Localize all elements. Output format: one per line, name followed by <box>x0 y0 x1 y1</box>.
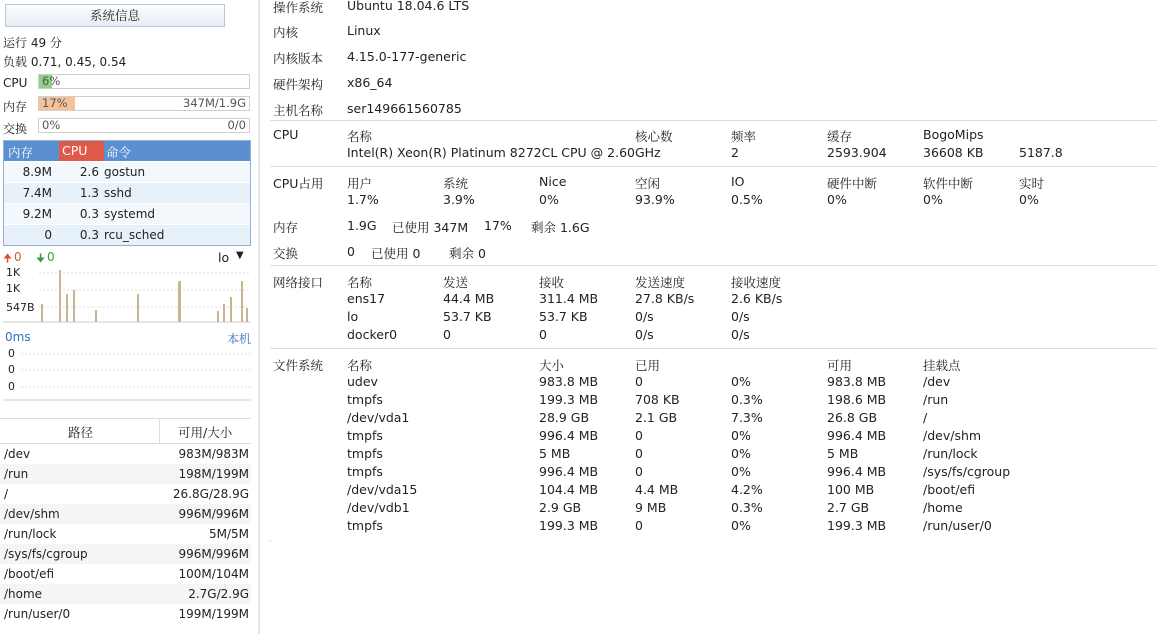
filesystem-cell: 0% <box>731 428 751 443</box>
disk-path: /sys/fs/cgroup <box>4 547 88 561</box>
filesystem-cell: udev <box>347 374 378 389</box>
cpu-usage-header: 用户 <box>347 176 373 191</box>
interface-select-value: lo <box>218 250 230 265</box>
filesystem-cell: 996.4 MB <box>827 428 887 443</box>
cpu-usage-value: 0% <box>923 192 943 207</box>
ping-y-label-mid: 0 <box>8 363 15 376</box>
filesystem-cell: tmpfs <box>347 428 383 443</box>
network-cell: lo <box>347 309 359 324</box>
cpu-header-cache: 缓存 <box>827 129 853 144</box>
disk-path: /run/user/0 <box>4 607 71 621</box>
ping-y-label-bottom: 0 <box>8 380 15 393</box>
process-cpu: 2.6 <box>79 165 99 179</box>
filesystem-cell: 708 KB <box>635 392 680 407</box>
filesystem-cell: /dev/shm <box>923 428 982 443</box>
net-bar <box>230 297 232 322</box>
cpu-usage-header: 实时 <box>1019 176 1045 191</box>
filesystem-cell: /dev/vda15 <box>347 482 418 497</box>
filesystem-cell: tmpfs <box>347 392 383 407</box>
swap-free: 剩余 0 <box>449 246 486 261</box>
cpu-header-name: 名称 <box>347 129 373 144</box>
process-cmd: gostun <box>104 165 146 179</box>
network-graph-panel <box>3 250 251 325</box>
filesystem-cell: 983.8 MB <box>539 374 599 389</box>
cpu-freq-value: 2593.904 <box>827 145 887 160</box>
disk-size: 2.7G/2.9G <box>188 587 249 601</box>
filesystem-cell: 0% <box>731 518 751 533</box>
cpu-usage-value: 3.9% <box>443 192 475 207</box>
net-bar <box>59 270 61 322</box>
filesystem-header: 大小 <box>539 358 565 373</box>
system-info-panel <box>268 0 1157 634</box>
kernel-value: Linux <box>347 23 381 38</box>
process-mem: 9.2M <box>22 207 52 221</box>
network-cell: docker0 <box>347 327 398 342</box>
filesystem-cell: 0.3% <box>731 392 763 407</box>
filesystem-cell: 983.8 MB <box>827 374 887 389</box>
filesystem-cell: 0 <box>635 464 643 479</box>
network-cell: 44.4 MB <box>443 291 495 306</box>
memory-label: 内存 <box>273 220 299 235</box>
disk-path: /run/lock <box>4 527 57 541</box>
table-row[interactable] <box>0 524 251 544</box>
net-bar <box>41 304 43 322</box>
table-row[interactable] <box>0 504 251 524</box>
cpu-usage-value: 0% <box>1019 192 1039 207</box>
network-cell: 27.8 KB/s <box>635 291 695 306</box>
filesystem-cell: / <box>923 410 928 425</box>
sidebar <box>0 0 258 634</box>
table-row[interactable] <box>0 464 251 484</box>
filesystem-cell: 100 MB <box>827 482 875 497</box>
hostname-value: ser149661560785 <box>347 101 462 116</box>
upload-rate: 0 <box>14 250 22 264</box>
net-bar <box>95 310 97 322</box>
memory-meter-label: 内存 <box>3 100 28 114</box>
filesystem-header: 已用 <box>635 358 661 373</box>
filesystem-cell: /boot/efi <box>923 482 976 497</box>
cpu-usage-value: 1.7% <box>347 192 379 207</box>
uptime-text: 运行 49 分 <box>3 36 62 50</box>
swap-meter <box>38 118 250 133</box>
filesystem-cell: 199.3 MB <box>539 392 599 407</box>
network-header: 接收速度 <box>731 275 782 290</box>
disk-path: /run <box>4 467 29 481</box>
swap-meter-label: 交换 <box>3 122 28 136</box>
cpu-usage-value: 0% <box>539 192 559 207</box>
filesystem-cell: tmpfs <box>347 518 383 533</box>
load-text: 负载 0.71, 0.45, 0.54 <box>3 55 127 69</box>
network-cell: 0/s <box>731 327 750 342</box>
net-bar <box>66 294 68 322</box>
disk-size: 199M/199M <box>178 607 249 621</box>
filesystem-cell: 0.3% <box>731 500 763 515</box>
os-value: Ubuntu 18.04.6 LTS <box>347 0 470 13</box>
cpu-meter-text: 6% <box>42 74 61 88</box>
net-bar <box>223 304 225 322</box>
cpu-usage-value: 93.9% <box>635 192 675 207</box>
disk-header-path[interactable]: 路径 <box>68 425 94 440</box>
disk-path: /dev <box>4 447 31 461</box>
net-y-label-top: 1K <box>6 266 21 279</box>
filesystem-cell: 996.4 MB <box>827 464 887 479</box>
filesystem-cell: 2.1 GB <box>635 410 678 425</box>
disk-size: 996M/996M <box>178 507 249 521</box>
filesystem-cell: 0% <box>731 374 751 389</box>
kernel-version-value: 4.15.0-177-generic <box>347 49 467 64</box>
table-row[interactable] <box>4 161 250 182</box>
upload-arrow-icon: 🠉 <box>3 252 13 265</box>
panel-splitter[interactable] <box>258 0 260 634</box>
swap-used: 已使用 0 <box>371 246 421 261</box>
net-y-label-bottom: 547B <box>6 301 35 314</box>
disk-size: 100M/104M <box>178 567 249 581</box>
filesystem-cell: /dev/vda1 <box>347 410 410 425</box>
cpu-usage-label: CPU占用 <box>273 176 324 191</box>
cpu-header-cores: 核心数 <box>635 129 673 144</box>
filesystem-cell: 198.6 MB <box>827 392 887 407</box>
filesystem-cell: 199.3 MB <box>827 518 887 533</box>
disk-path: / <box>4 487 9 501</box>
filesystem-cell: 2.7 GB <box>827 500 870 515</box>
process-table-header <box>4 141 250 161</box>
network-cell: 0/s <box>635 309 654 324</box>
table-row[interactable] <box>0 444 251 464</box>
net-bar <box>217 311 219 322</box>
table-row[interactable] <box>4 182 250 203</box>
table-row[interactable] <box>0 584 251 604</box>
net-bar <box>246 308 248 322</box>
filesystem-cell: 996.4 MB <box>539 428 599 443</box>
process-mem: 7.4M <box>22 186 52 200</box>
cpu-bogomips-value: 5187.8 <box>1019 145 1063 160</box>
swap-total: 0 <box>347 244 355 259</box>
process-mem: 0 <box>44 228 52 242</box>
network-cell: 53.7 KB <box>539 309 588 324</box>
ping-target[interactable]: 本机 <box>226 332 251 346</box>
filesystem-cell: 0 <box>635 446 643 461</box>
disk-path: /home <box>4 587 43 601</box>
network-cell: ens17 <box>347 291 386 306</box>
process-mem: 8.9M <box>22 165 52 179</box>
process-table <box>3 140 251 246</box>
network-label: 网络接口 <box>273 275 324 290</box>
disk-size: 996M/996M <box>178 547 249 561</box>
network-cell: 53.7 KB <box>443 309 492 324</box>
os-label: 操作系统 <box>273 0 324 15</box>
net-bar <box>73 290 75 322</box>
memory-free: 剩余 1.6G <box>531 220 590 235</box>
disk-table-header <box>0 418 251 444</box>
cpu-usage-header: 硬件中断 <box>827 176 878 191</box>
ping-panel <box>3 330 251 402</box>
process-header-cpu[interactable]: CPU <box>59 141 104 161</box>
cpu-usage-value: 0% <box>827 192 847 207</box>
memory-meter-usage: 347M/1.9G <box>183 96 246 110</box>
hostname-label: 主机名称 <box>273 103 324 118</box>
filesystem-cell: 5 MB <box>827 446 859 461</box>
process-cmd: systemd <box>104 207 155 221</box>
cpu-cores-value: 2 <box>731 145 739 160</box>
network-cell: 0 <box>539 327 547 342</box>
filesystem-cell: 996.4 MB <box>539 464 599 479</box>
ping-latency: 0ms <box>5 330 31 344</box>
filesystem-cell: /run/lock <box>923 446 978 461</box>
ping-chart <box>3 330 251 402</box>
net-bar <box>137 294 139 322</box>
filesystem-cell: /run/user/0 <box>923 518 992 533</box>
cpu-header-bogomips: BogoMips <box>923 127 984 142</box>
table-row[interactable] <box>0 544 251 564</box>
network-traffic-chart <box>3 250 251 325</box>
cpu-label: CPU <box>273 127 299 142</box>
process-cmd: sshd <box>104 186 132 200</box>
swap-label: 交换 <box>273 246 299 261</box>
kernel-version-label: 内核版本 <box>273 51 324 66</box>
filesystem-cell: 26.8 GB <box>827 410 878 425</box>
disk-rows <box>0 444 251 624</box>
filesystem-cell: /dev <box>923 374 951 389</box>
disk-size: 26.8G/28.9G <box>172 487 249 501</box>
disk-table <box>0 418 251 624</box>
process-header-command[interactable]: 命令 <box>106 145 132 160</box>
table-row[interactable] <box>4 224 250 245</box>
filesystem-cell: /dev/vdb1 <box>347 500 410 515</box>
table-row[interactable] <box>0 604 251 624</box>
filesystem-cell: 28.9 GB <box>539 410 590 425</box>
system-info-button[interactable]: 系统信息 <box>5 4 225 27</box>
network-header: 发送 <box>443 275 469 290</box>
filesystem-cell: 2.9 GB <box>539 500 582 515</box>
filesystem-cell: 199.3 MB <box>539 518 599 533</box>
network-cell: 0/s <box>731 309 750 324</box>
filesystem-cell: 0% <box>731 446 751 461</box>
filesystem-cell: 0 <box>635 374 643 389</box>
filesystem-header: 挂载点 <box>923 358 961 373</box>
kernel-label: 内核 <box>273 25 299 40</box>
memory-meter-text: 17% <box>42 96 68 110</box>
cpu-header-freq: 频率 <box>731 129 757 144</box>
filesystem-label: 文件系统 <box>273 358 324 373</box>
process-header-memory[interactable]: 内存 <box>8 145 34 160</box>
arch-label: 硬件架构 <box>273 77 324 92</box>
cpu-cache-value: 36608 KB <box>923 145 984 160</box>
net-y-label-mid: 1K <box>6 282 21 295</box>
network-cell: 0/s <box>635 327 654 342</box>
download-arrow-icon: 🠋 <box>36 252 46 265</box>
filesystem-header: 名称 <box>347 358 373 373</box>
cpu-meter <box>38 74 250 89</box>
disk-size: 5M/5M <box>208 527 249 541</box>
network-header: 名称 <box>347 275 373 290</box>
filesystem-cell: /home <box>923 500 963 515</box>
process-cmd: rcu_sched <box>104 228 165 242</box>
download-rate: 0 <box>47 250 55 264</box>
network-cell: 311.4 MB <box>539 291 599 306</box>
swap-meter-usage: 0/0 <box>227 118 246 132</box>
filesystem-cell: 0% <box>731 464 751 479</box>
table-row[interactable] <box>0 564 251 584</box>
memory-total: 1.9G <box>347 218 377 233</box>
network-header: 接收 <box>539 275 565 290</box>
cpu-usage-header: IO <box>731 174 745 189</box>
disk-path: /boot/efi <box>4 567 55 581</box>
swap-meter-text: 0% <box>42 118 61 132</box>
ping-y-label-top: 0 <box>8 347 15 360</box>
disk-header-size[interactable]: 可用/大小 <box>178 425 233 440</box>
cpu-usage-header: 系统 <box>443 176 469 191</box>
disk-size: 198M/199M <box>178 467 249 481</box>
filesystem-cell: 7.3% <box>731 410 763 425</box>
cpu-usage-header: 空闲 <box>635 176 661 191</box>
filesystem-cell: /run <box>923 392 949 407</box>
memory-percent: 17% <box>484 218 512 233</box>
cpu-usage-value: 0.5% <box>731 192 763 207</box>
cpu-usage-header: Nice <box>539 174 567 189</box>
process-rows <box>4 161 250 245</box>
chevron-down-icon: ▼ <box>236 250 244 261</box>
disk-path: /dev/shm <box>4 507 60 521</box>
filesystem-header: 可用 <box>827 358 853 373</box>
network-header: 发送速度 <box>635 275 686 290</box>
table-row[interactable] <box>0 484 251 504</box>
cpu-usage-header: 软件中断 <box>923 176 974 191</box>
filesystem-cell: tmpfs <box>347 446 383 461</box>
net-bar <box>241 281 243 322</box>
filesystem-cell: 4.2% <box>731 482 763 497</box>
cpu-meter-label: CPU <box>3 76 28 90</box>
table-row[interactable] <box>4 203 250 224</box>
filesystem-cell: 4.4 MB <box>635 482 679 497</box>
network-cell: 0 <box>443 327 451 342</box>
filesystem-cell: 0 <box>635 428 643 443</box>
process-cpu: 0.3 <box>79 228 99 242</box>
filesystem-cell: 0 <box>635 518 643 533</box>
filesystem-cell: 104.4 MB <box>539 482 599 497</box>
arch-value: x86_64 <box>347 75 393 90</box>
network-cell: 2.6 KB/s <box>731 291 783 306</box>
process-cpu: 0.3 <box>79 207 99 221</box>
net-bar <box>178 281 181 322</box>
memory-used: 已使用 347M <box>392 220 469 235</box>
filesystem-cell: 9 MB <box>635 500 667 515</box>
cpu-name-value: Intel(R) Xeon(R) Platinum 8272CL CPU @ 2.60GHz <box>347 145 661 160</box>
disk-size: 983M/983M <box>178 447 249 461</box>
filesystem-cell: /sys/fs/cgroup <box>923 464 1011 479</box>
memory-meter <box>38 96 250 111</box>
filesystem-cell: 5 MB <box>539 446 571 461</box>
filesystem-cell: tmpfs <box>347 464 383 479</box>
process-cpu: 1.3 <box>79 186 99 200</box>
